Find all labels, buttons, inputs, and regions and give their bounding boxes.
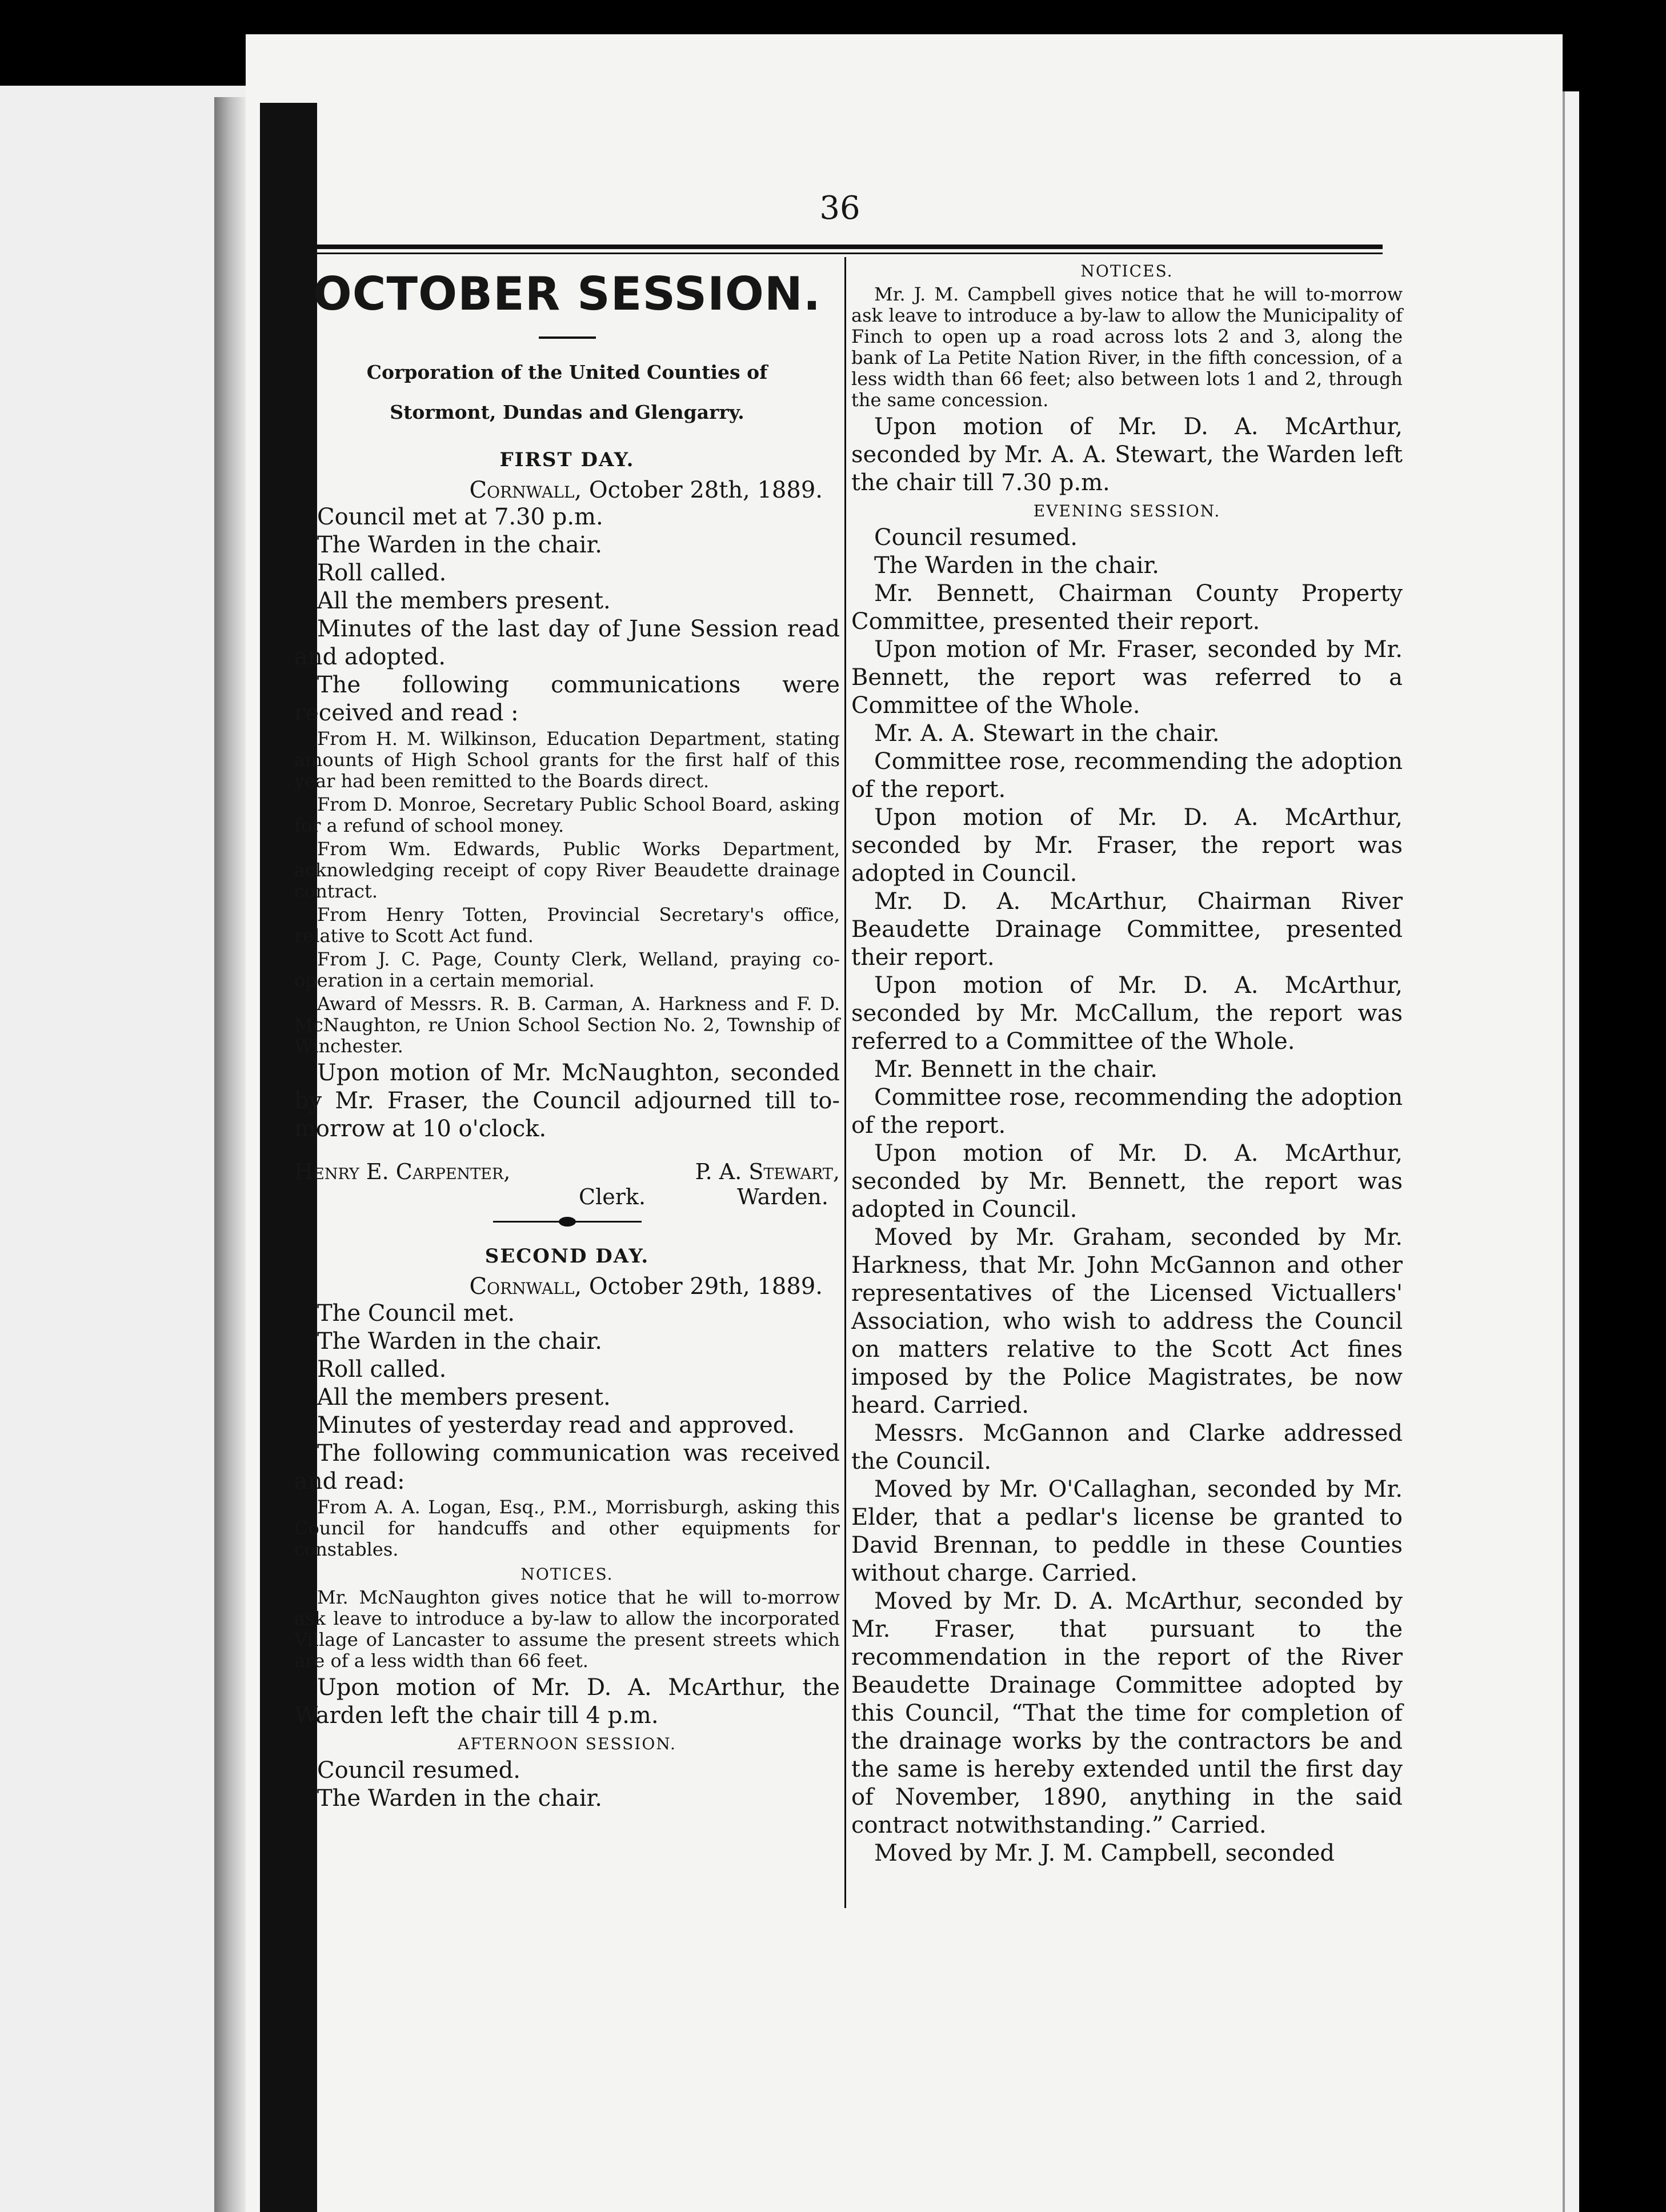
- left-facing-page: [0, 86, 246, 2212]
- evening-session-heading: EVENING SESSION.: [1033, 502, 1221, 520]
- minutes-paragraph: Council resumed.: [874, 524, 1078, 551]
- minutes-paragraph: Messrs. McGannon and Clarke addressed the Council.: [851, 1420, 1403, 1474]
- communication-item: From Wm. Edwards, Public Works Department, acknowledging receipt of copy River Beaudette drainage contract.: [294, 838, 840, 902]
- minutes-paragraph: Committee rose, recommending the adoption of the report.: [851, 1084, 1403, 1139]
- communication-item: From A. A. Logan, Esq., P.M., Morrisburgh, asking this Council for handcuffs and other equipments for constables.: [294, 1496, 840, 1560]
- notice-item: Mr. McNaughton gives notice that he will to-morrow ask leave to introduce a by-law to allow the incorporated Village of Lancaster to assume the present streets which are of a less width than 66 feet.: [294, 1586, 840, 1672]
- first-day-line: Roll called.: [317, 560, 447, 586]
- minutes-paragraph: Moved by Mr. Graham, seconded by Mr. Harkness, that Mr. John McGannon and other representatives of the Licensed Victuallers' Association, who wish to address the Council on matters relative to the Scott Act fines imposed by the Police Magistrates, be now heard. Carried.: [851, 1224, 1403, 1418]
- header-rule: [286, 245, 1383, 249]
- notices-heading: NOTICES.: [1080, 262, 1174, 280]
- second-day-line: The Council met.: [317, 1300, 515, 1327]
- title-rule: [539, 336, 596, 339]
- notices-heading: NOTICES.: [520, 1565, 614, 1584]
- communication-item: From Henry Totten, Provincial Secretary's office, relative to Scott Act fund.: [294, 904, 840, 947]
- minutes-paragraph: Mr. A. A. Stewart in the chair.: [874, 720, 1220, 747]
- minutes-paragraph: Mr. Bennett, Chairman County Property Committee, presented their report.: [851, 580, 1403, 635]
- communication-item: From H. M. Wilkinson, Education Department, stating amounts of High School grants for the first half of this year had been remitted to the Boards direct.: [294, 728, 840, 792]
- communication-item: Award of Messrs. R. B. Carman, A. Harkness and F. D. McNaughton, re Union School Section No. 2, Township of Winchester.: [294, 993, 840, 1057]
- communication-intro: The following communication was received and read:: [294, 1440, 840, 1494]
- recess-motion: Upon motion of Mr. D. A. McArthur, the Warden left the chair till 4 p.m.: [294, 1674, 840, 1729]
- warden-name: P. A. Stewart,: [695, 1159, 840, 1184]
- adjourn-motion: Upon motion of Mr. McNaughton, seconded by Mr. Fraser, the Council adjourned till to-morrow at 10 o'clock.: [294, 1060, 840, 1142]
- gutter-shadow: [214, 97, 246, 2212]
- first-day-line: All the members present.: [317, 588, 611, 614]
- recess-motion: Upon motion of Mr. D. A. McArthur, seconded by Mr. A. A. Stewart, the Warden left the chair till 7.30 p.m.: [851, 414, 1403, 496]
- clerk-name: Henry E. Carpenter,: [294, 1159, 511, 1184]
- header-rule-thin: [286, 253, 1383, 254]
- second-day-line: All the members present.: [317, 1384, 611, 1410]
- second-day-line: Roll called.: [317, 1356, 447, 1382]
- minutes-paragraph: Mr. D. A. McArthur, Chairman River Beaudette Drainage Committee, presented their report.: [851, 888, 1403, 971]
- clerk-title: Clerk.: [579, 1184, 646, 1209]
- warden-title: Warden.: [737, 1184, 828, 1209]
- first-day-heading: FIRST DAY.: [499, 448, 635, 471]
- first-day-date: Cornwall, October 28th, 1889.: [469, 477, 823, 503]
- communication-item: From D. Monroe, Secretary Public School Board, asking for a refund of school money.: [294, 794, 840, 836]
- first-day-line: Council met at 7.30 p.m.: [317, 504, 603, 530]
- communications-intro: The following communications were received and read :: [294, 672, 840, 726]
- second-day-heading: SECOND DAY.: [484, 1245, 650, 1268]
- minutes-paragraph: Upon motion of Mr. Fraser, seconded by Mr. Bennett, the report was referred to a Committee of the Whole.: [851, 636, 1403, 719]
- minutes-paragraph: Upon motion of Mr. D. A. McArthur, seconded by Mr. Bennett, the report was adopted in Council.: [851, 1140, 1403, 1223]
- session-title: OCTOBER SESSION.: [313, 267, 822, 320]
- corporation-line-1: Corporation of the United Counties of: [366, 361, 768, 383]
- page-edge: [1563, 91, 1579, 2212]
- afternoon-line: The Warden in the chair.: [317, 1785, 602, 1812]
- signature-block: [294, 1159, 840, 1184]
- right-column: [851, 257, 1403, 1868]
- minutes-paragraph: Upon motion of Mr. D. A. McArthur, seconded by Mr. McCallum, the report was referred to a Committee of the Whole.: [851, 972, 1403, 1055]
- minutes-paragraph: Mr. Bennett in the chair.: [874, 1056, 1158, 1083]
- column-divider: [844, 257, 846, 1908]
- minutes-paragraph: The Warden in the chair.: [874, 552, 1159, 579]
- minutes-paragraph: Moved by Mr. O'Callaghan, seconded by Mr. Elder, that a pedlar's license be granted to David Brennan, to peddle in these Counties without charge. Carried.: [851, 1476, 1403, 1586]
- left-column: [294, 257, 840, 1813]
- second-day-date: Cornwall, October 29th, 1889.: [469, 1273, 823, 1300]
- signature-titles: [294, 1184, 840, 1209]
- first-day-line: The Warden in the chair.: [317, 532, 602, 558]
- section-ornament: [493, 1215, 642, 1229]
- first-day-minutes: Minutes of the last day of June Session read and adopted.: [294, 616, 840, 670]
- communication-item: From J. C. Page, County Clerk, Welland, praying co-operation in a certain memorial.: [294, 948, 840, 991]
- minutes-paragraph: Committee rose, recommending the adoption of the report.: [851, 748, 1403, 803]
- corporation-line-2: Stormont, Dundas and Glengarry.: [390, 401, 744, 423]
- notice-item: Mr. J. M. Campbell gives notice that he will to-morrow ask leave to introduce a by-law to allow the Municipality of Finch to open up a road across lots 2 and 3, along the bank of La Petite Nation River, in the fifth concession, of a less width than 66 feet; also between lots 1 and 2, through the same concession.: [851, 283, 1403, 411]
- minutes-paragraph: Moved by Mr. J. M. Campbell, seconded: [874, 1840, 1335, 1866]
- minutes-paragraph: Upon motion of Mr. D. A. McArthur, seconded by Mr. Fraser, the report was adopted in Council.: [851, 804, 1403, 887]
- afternoon-line: Council resumed.: [317, 1757, 520, 1784]
- minutes-paragraph: Moved by Mr. D. A. McArthur, seconded by Mr. Fraser, that pursuant to the recommendation in the report of the River Beaudette Drainage Committee adopted by this Council, “That the time for completion of the drainage works by the contractors be and the same is hereby extended until the first day of November, 1890, anything in the said contract notwithstanding.” Carried.: [851, 1588, 1403, 1838]
- second-day-line: The Warden in the chair.: [317, 1328, 602, 1355]
- second-day-line: Minutes of yesterday read and approved.: [317, 1412, 795, 1438]
- page-number: 36: [819, 190, 860, 227]
- afternoon-session-heading: AFTERNOON SESSION.: [458, 1734, 676, 1753]
